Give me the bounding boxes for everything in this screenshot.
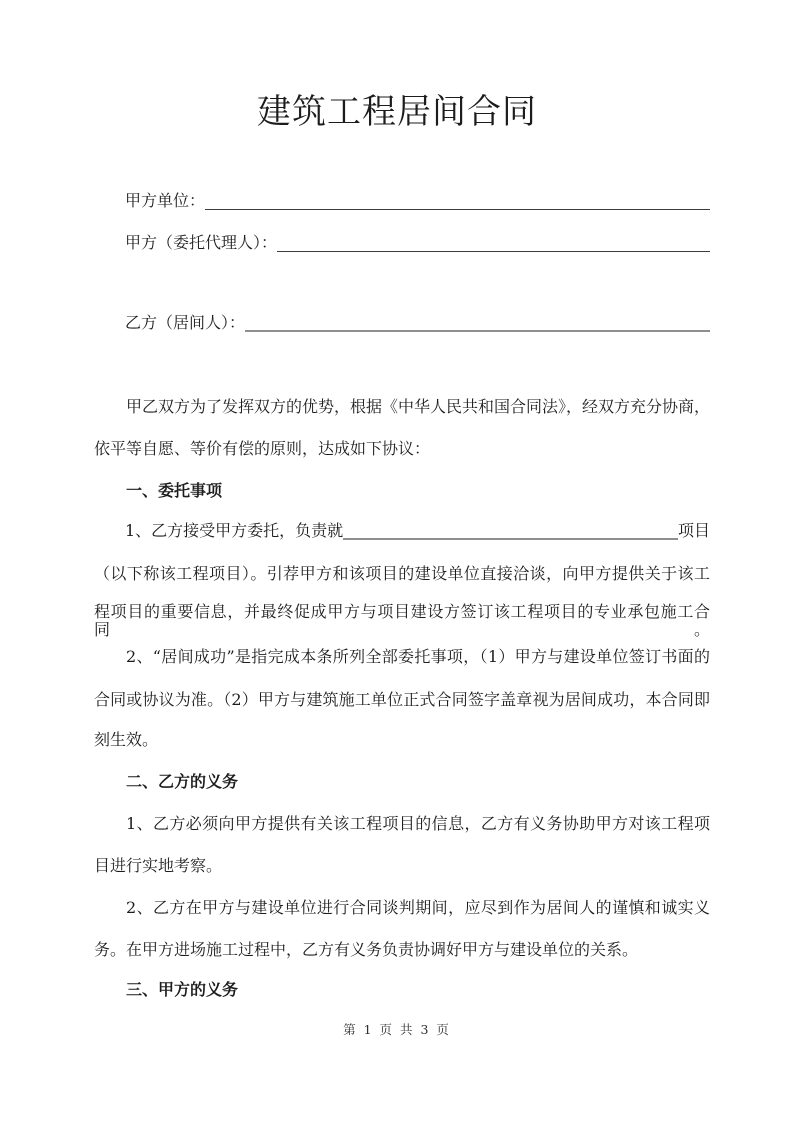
section-1-line-3: 程项目的重要信息，并最终促成甲方与项目建设方签订该工程项目的专业承包施工合同。 [94, 602, 710, 639]
section-1-line-6: 刻生效。 [94, 730, 159, 749]
party-a-unit-label: 甲方单位： [125, 191, 206, 210]
field-party-a-agent [94, 234, 710, 252]
section-1-heading: 一、委托事项 [126, 481, 223, 500]
section-1-line-5: 合同或协议为准。（2）甲方与建筑施工单位正式合同签字盖章视为居间成功，本合同即 [94, 690, 710, 709]
party-b-broker-label: 乙方（居间人）： [125, 313, 246, 332]
page-number-indicator: 第 1 页 共 3 页 [343, 1022, 451, 1037]
party-a-unit-blank-line[interactable] [205, 193, 710, 210]
field-party-b-broker [94, 314, 710, 332]
section-2-line-4: 务。在甲方进场施工过程中，乙方有义务负责协调好甲方与建设单位的关系。 [94, 940, 639, 959]
intro-line-2: 依平等自愿、等价有偿的原则，达成如下协议： [94, 439, 431, 458]
item-1-suffix: 项目 [677, 521, 710, 540]
section-2-line-1: 1、乙方必须向甲方提供有关该工程项目的信息，乙方有义务协助甲方对该工程项 [126, 814, 710, 833]
project-name-blank-line[interactable] [343, 522, 678, 540]
intro-line-1: 甲乙双方为了发挥双方的优势，根据《中华人民共和国合同法》，经双方充分协商， [126, 397, 711, 416]
party-a-agent-label: 甲方（委托代理人）： [125, 233, 278, 252]
section-1-item-1 [94, 522, 710, 540]
contract-title: 建筑工程居间合同 [257, 92, 537, 132]
party-b-broker-blank-line[interactable] [245, 314, 710, 332]
section-1-line-2: （以下称该工程项目）。引荐甲方和该项目的建设单位直接洽谈，向甲方提供关于该工 [94, 564, 710, 583]
section-2-heading: 二、乙方的义务 [126, 772, 239, 791]
party-a-agent-blank-line[interactable] [277, 235, 710, 252]
section-2-line-2: 目进行实地考察。 [94, 856, 223, 875]
field-party-a-unit [94, 192, 710, 210]
section-1-line-4: 2、“居间成功”是指完成本条所列全部委托事项，（1）甲方与建设单位签订书面的 [126, 647, 710, 666]
item-1-prefix: 1、乙方接受甲方委托，负责就 [125, 521, 344, 540]
section-3-heading: 三、甲方的义务 [126, 980, 239, 999]
section-2-line-3: 2、乙方在甲方与建设单位进行合同谈判期间，应尽到作为居间人的谨慎和诚实义 [126, 898, 710, 917]
